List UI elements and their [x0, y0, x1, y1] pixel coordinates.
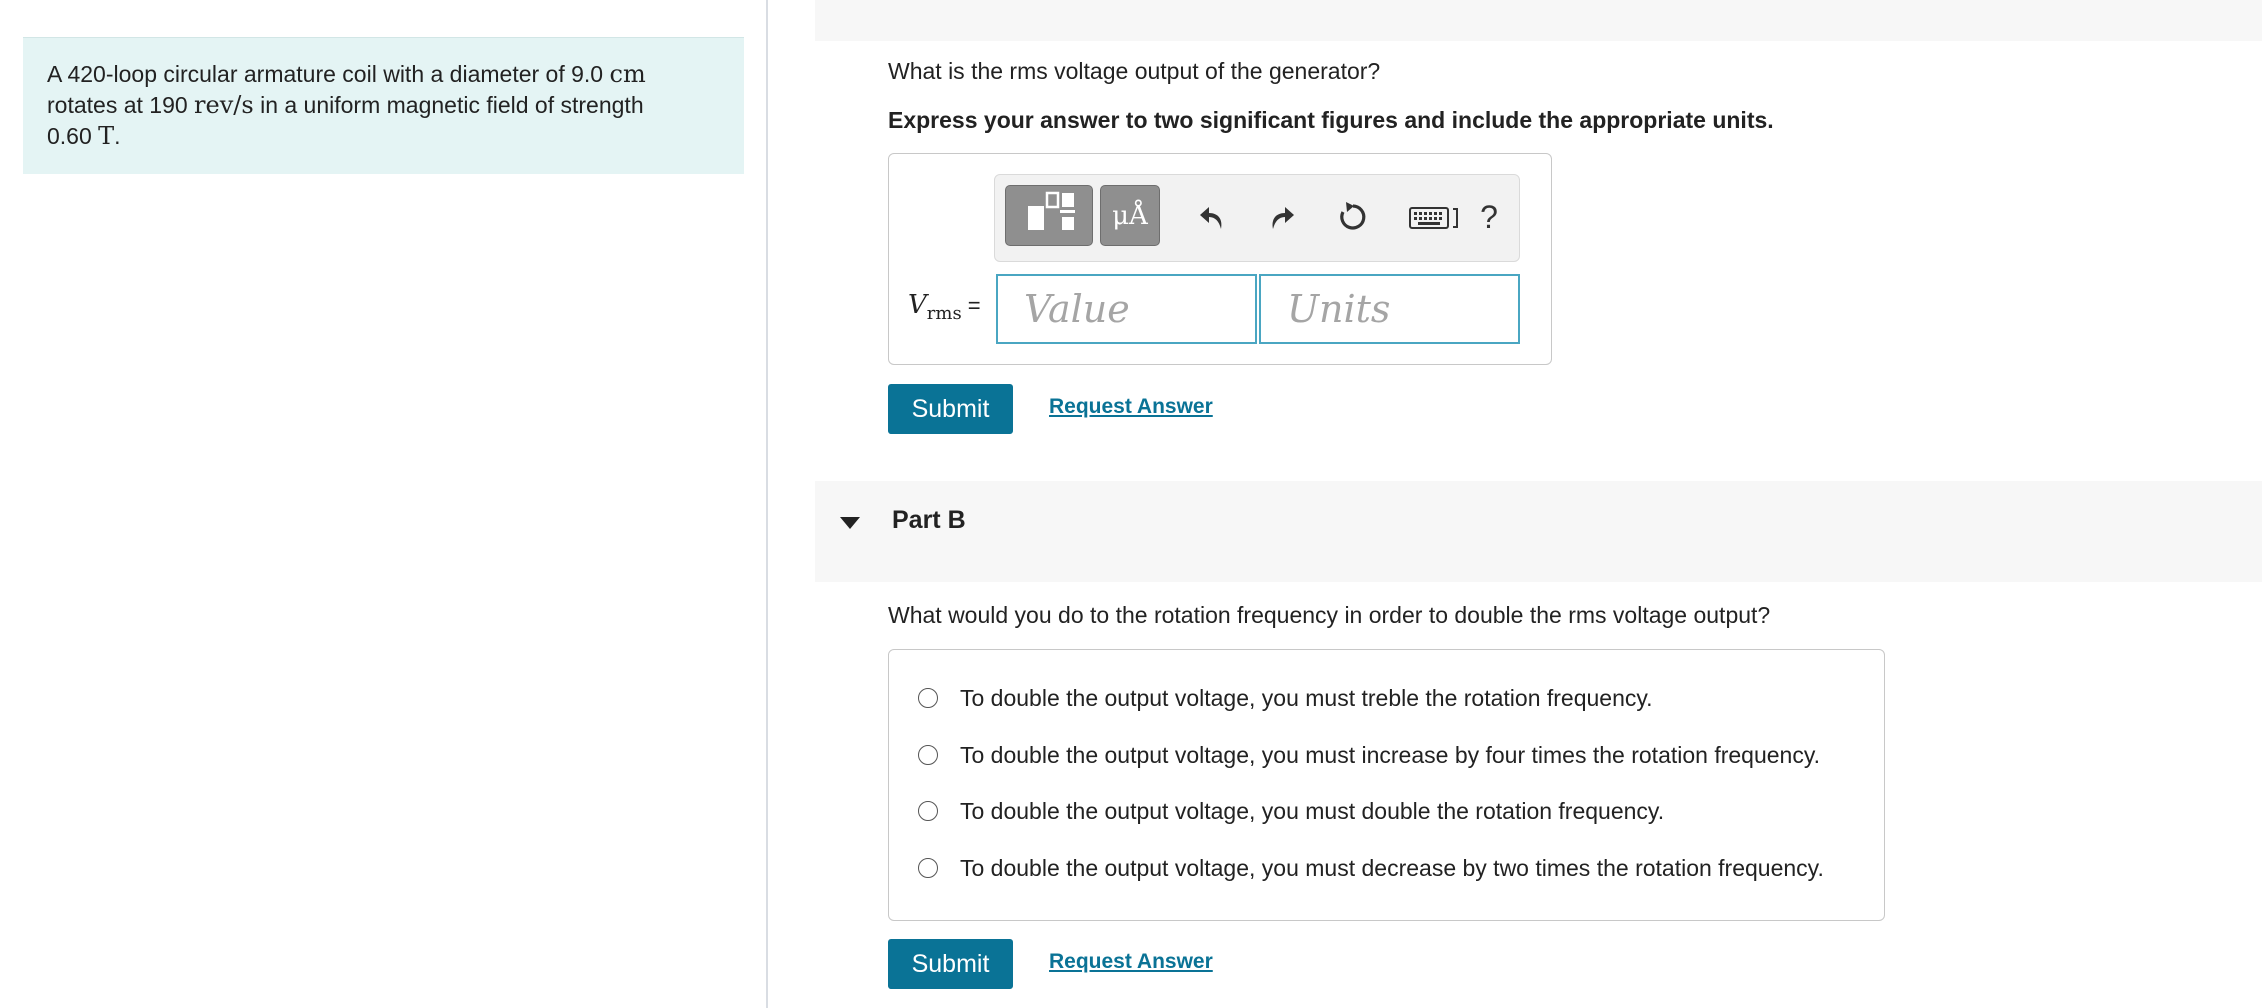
- problem-text-3: in a uniform magnetic field of strength: [260, 92, 644, 118]
- choice-text[interactable]: To double the output voltage, you must increase by four times the rotation frequency.: [960, 741, 1821, 768]
- problem-text-4: 0.60: [47, 123, 92, 149]
- reset-icon: [1336, 200, 1370, 234]
- problem-unit-cm: cm: [609, 60, 646, 88]
- radio-button[interactable]: [918, 801, 938, 821]
- part-b-title[interactable]: Part B: [892, 506, 966, 534]
- units-button-label: μÅ: [1112, 200, 1148, 231]
- choice-option-1[interactable]: [918, 683, 1653, 713]
- choice-text[interactable]: To double the output voltage, you must treble the rotation frequency.: [960, 684, 1653, 711]
- part-b-question: What would you do to the rotation frequency in order to double the rms voltage output?: [888, 602, 1771, 628]
- part-b-request-answer-link[interactable]: Request Answer: [1049, 950, 1213, 973]
- choice-text[interactable]: To double the output voltage, you must double the rotation frequency.: [960, 797, 1665, 824]
- choice-text[interactable]: To double the output voltage, you must decrease by two times the rotation frequency.: [960, 854, 1824, 881]
- radio-button[interactable]: [918, 858, 938, 878]
- choice-option-2[interactable]: [918, 740, 1820, 770]
- problem-text-1: A 420-loop circular armature coil with a diameter of 9.0: [47, 61, 604, 87]
- help-button[interactable]: [1469, 193, 1509, 241]
- math-toolbar: [994, 174, 1520, 262]
- choice-option-4[interactable]: [918, 853, 1824, 883]
- value-input[interactable]: [996, 274, 1257, 344]
- undo-button[interactable]: [1189, 193, 1237, 241]
- part-a-submit-button[interactable]: Submit: [888, 384, 1013, 434]
- keyboard-icon: [1408, 203, 1462, 231]
- problem-unit-revs: rev/s: [194, 91, 254, 119]
- units-input[interactable]: [1259, 274, 1520, 344]
- part-a-instruction: Express your answer to two significant figures and include the appropriate units.: [888, 107, 1774, 133]
- problem-text-2: rotates at 190: [47, 92, 188, 118]
- help-icon: ?: [1480, 198, 1498, 235]
- redo-icon: [1265, 201, 1297, 233]
- templates-icon: [1020, 190, 1078, 241]
- units-button[interactable]: [1100, 185, 1160, 246]
- panel-divider: [766, 0, 768, 1008]
- part-b-header[interactable]: [815, 481, 2262, 582]
- part-a-header-band: [815, 0, 2262, 41]
- equals-sign: =: [967, 293, 981, 318]
- part-a-question: What is the rms voltage output of the generator?: [888, 58, 1381, 84]
- templates-button[interactable]: [1005, 185, 1093, 246]
- undo-icon: [1197, 201, 1229, 233]
- variable-subscript: rms: [926, 303, 962, 325]
- collapse-caret-icon[interactable]: [840, 517, 860, 529]
- variable-label: [908, 290, 981, 324]
- reset-button[interactable]: [1329, 193, 1377, 241]
- radio-button[interactable]: [918, 688, 938, 708]
- problem-unit-tesla: T: [98, 122, 115, 150]
- variable-symbol: V: [908, 290, 927, 320]
- radio-button[interactable]: [918, 745, 938, 765]
- part-a-request-answer-link[interactable]: Request Answer: [1049, 395, 1213, 418]
- keyboard-button[interactable]: [1407, 193, 1463, 241]
- problem-statement: [23, 37, 744, 174]
- redo-button[interactable]: [1257, 193, 1305, 241]
- problem-text-5: .: [114, 123, 121, 149]
- choice-option-3[interactable]: [918, 796, 1664, 826]
- part-b-submit-button[interactable]: Submit: [888, 939, 1013, 989]
